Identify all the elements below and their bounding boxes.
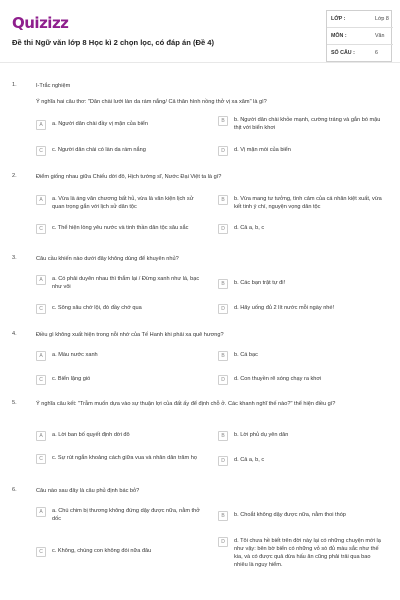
meta-key: SỐ CÂU : (331, 50, 355, 56)
question-subtext: Ý nghĩa hai câu thơ: "Dân chài lưới làn da rám nắng/ Cả thân hình nồng thở vị xa xăm" là gì? (36, 99, 267, 105)
option-letter: C (36, 224, 46, 234)
question-number: 6. (12, 487, 17, 493)
option-text: c. Biển lặng gió (52, 376, 91, 382)
question-text: Câu nào sau đây là câu phủ định bác bỏ? (36, 488, 140, 494)
option-letter: C (36, 375, 46, 385)
option-text: c. Thể hiện lòng yêu nước và tinh thần dân tộc sâu sắc (52, 225, 189, 231)
option-text: a. Lời ban bố quyết định dời đô (52, 432, 130, 438)
option-text: b. Các bạn trật tự đi! (234, 280, 286, 286)
option-letter: B (218, 511, 228, 521)
option-letter: A (36, 275, 46, 285)
option-text: d. Hãy uống đủ 2 lít nước mỗi ngày nhé! (234, 305, 335, 311)
meta-value: Lớp 8 (375, 16, 389, 22)
option-letter: A (36, 120, 46, 130)
option-text: d. Tôi chưa hề biết trên đời này lại có những chuyện mới lạ như vậy: bên bờ biển có những vỏ sò đủ màu sắc như thế kia, và có được quả dừa hấu ăn cũng phải trải qua bao nhiêu là nguy hiểm. (234, 538, 381, 568)
option-text: c. Không, chúng con không đói nữa đâu (52, 548, 152, 554)
option-text: a. Vừa là áng văn chương bất hủ, vừa là văn kiện lịch sử quan trọng gắn với lịch sử dân tộc (52, 196, 194, 210)
question-text: Ý nghĩa câu kết: "Trẫm muốn dựa vào sự thuận lợi của đất ấy để định chỗ ở. Các khanh nghĩ thế nào?" thể hiện điều gì? (36, 401, 336, 407)
option-text: b. Lời phủ dụ yên dân (234, 432, 289, 438)
option-text: c. Sông sâu chớ lội, đò đầy chớ qua (52, 305, 142, 311)
option-text: a. Chú chim bị thương không đứng dậy được nữa, nằm thở dốc (52, 508, 200, 522)
option-letter: D (218, 304, 228, 314)
meta-value: Văn (375, 33, 385, 39)
question-number: 4. (12, 331, 17, 337)
question-number: 5. (12, 400, 17, 406)
option-text: b. Choắt không dậy được nữa, nằm thoi thóp (234, 512, 346, 518)
question-text: I-Trắc nghiệm (36, 83, 71, 89)
option-text: d. Cả a, b, c (234, 225, 265, 231)
question-number: 1. (12, 82, 17, 88)
option-text: a. Người dân chài đầy vị mặn của biển (52, 121, 149, 127)
question-number: 3. (12, 255, 17, 261)
option-letter: D (218, 224, 228, 234)
question-text: Điểm giống nhau giữa Chiếu dời đô, Hịch tướng sĩ, Nước Đại Việt ta là gì? (36, 174, 222, 180)
option-letter: B (218, 431, 228, 441)
meta-key: LỚP : (331, 16, 346, 22)
option-letter: C (36, 146, 46, 156)
meta-key: MÔN : (331, 33, 347, 39)
option-text: d. Vị mặn mòi của biển (234, 147, 291, 153)
meta-row-count (327, 45, 393, 62)
page-title: Đề thi Ngữ văn lớp 8 Học kì 2 chọn lọc, có đáp án (Đề 4) (12, 38, 215, 47)
option-text: a. Có phải duyên nhau thì thắm lại / Đừng xanh như lá, bạc như vôi (52, 276, 200, 290)
option-letter: B (218, 351, 228, 361)
option-letter: C (36, 454, 46, 464)
option-text: a. Màu nước xanh (52, 352, 98, 358)
option-letter: B (218, 195, 228, 205)
option-letter: B (218, 279, 228, 289)
meta-value: 6 (375, 50, 378, 56)
meta-row-class (327, 11, 393, 28)
option-text: c. Người dân chài có làn da rám nắng (52, 147, 146, 153)
header-divider (0, 62, 400, 63)
option-letter: D (218, 456, 228, 466)
meta-box (326, 10, 392, 62)
question-text: Câu cầu khiến nào dưới đây không dùng để khuyên nhủ? (36, 256, 179, 262)
option-letter: D (218, 375, 228, 385)
question-text: Điều gì không xuất hiện trong nỗi nhớ của Tế Hanh khi phải xa quê hương? (36, 332, 224, 338)
worksheet-header (8, 8, 392, 62)
option-letter: B (218, 116, 228, 126)
option-letter: A (36, 431, 46, 441)
option-text: d. Con thuyền rẽ sóng chạy ra khơi (234, 376, 322, 382)
option-text: b. Người dân chài khỏe mạnh, cường tráng và gắn bó mậu thịt với biển khơi (234, 117, 381, 131)
option-letter: A (36, 507, 46, 517)
option-letter: C (36, 547, 46, 557)
option-text: b. Vừa mang tư tưởng, tình cảm của cá nhân kiệt xuất, vừa kết tinh ý chí, nguyện vọng dân tộc (234, 196, 382, 210)
option-letter: A (36, 351, 46, 361)
quizizz-logo: Quizizz (12, 14, 69, 32)
question-number: 2. (12, 173, 17, 179)
option-text: b. Cá bạc (234, 352, 258, 358)
option-letter: A (36, 195, 46, 205)
option-text: d. Cả a, b, c (234, 457, 265, 463)
meta-row-subject (327, 28, 393, 45)
option-letter: D (218, 537, 228, 547)
option-text: c. Sự rút ngắn khoảng cách giữa vua và nhân dân trăm họ (52, 455, 197, 461)
option-letter: C (36, 304, 46, 314)
option-letter: D (218, 146, 228, 156)
